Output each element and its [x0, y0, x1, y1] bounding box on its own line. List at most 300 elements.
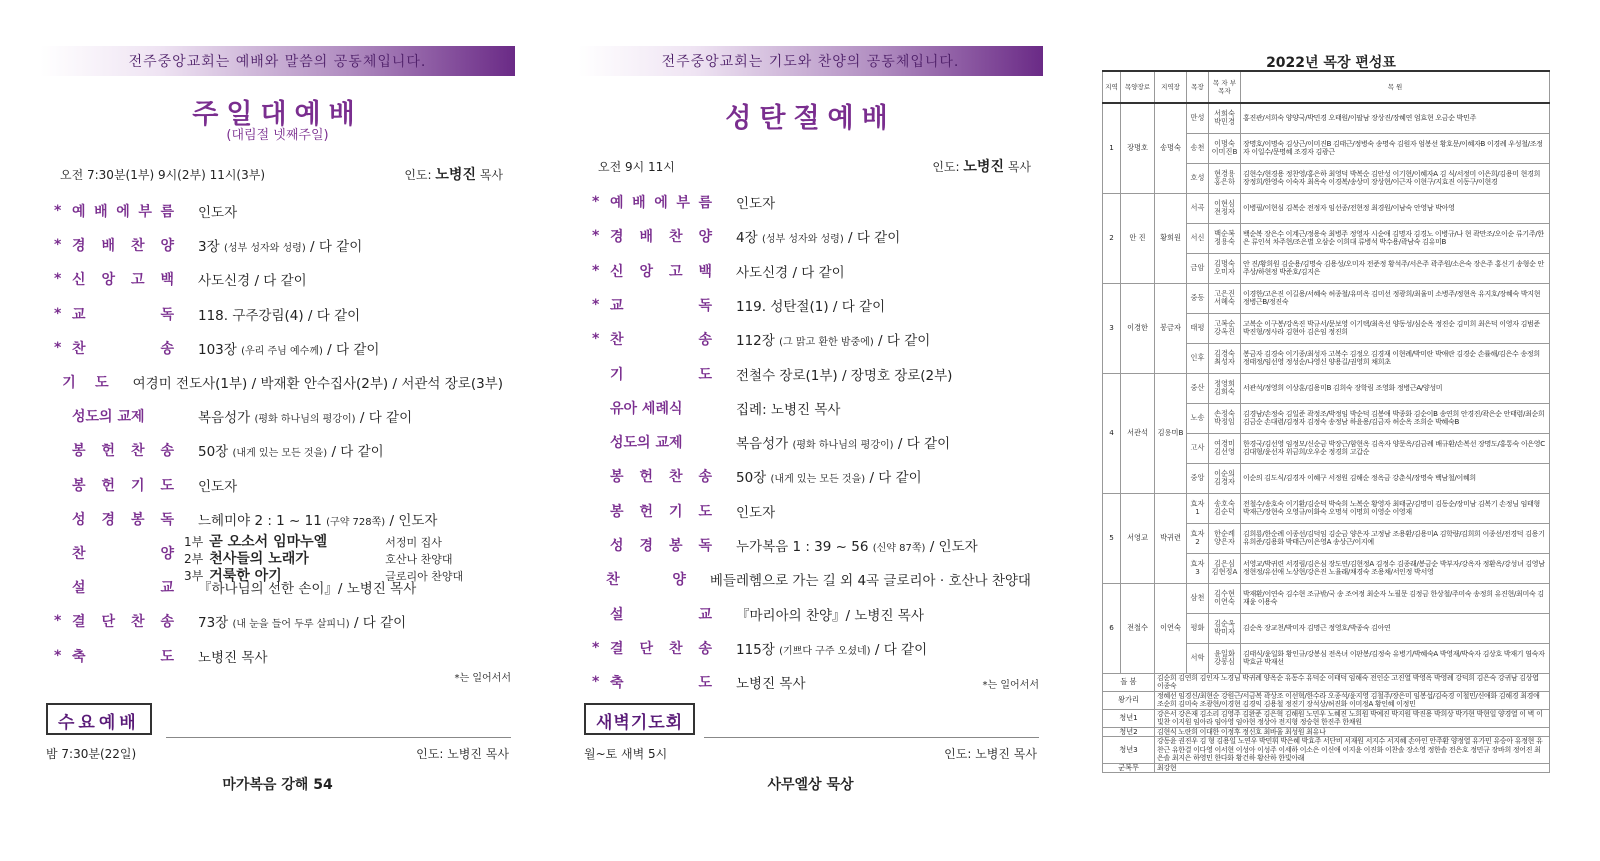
order-value-note: (내 눈을 들어 두루 살피니) — [232, 619, 350, 631]
order-value-tail: / 다 같이 — [305, 239, 363, 256]
group-name: 효자3 — [1187, 553, 1209, 583]
christmas-leader: 인도: 노병진 목사 — [932, 159, 1031, 175]
order-value-text: 베들레헴으로 가는 길 외 4곡 — [709, 573, 880, 590]
order-value-note: (그 맑고 환한 밤중에) — [779, 337, 874, 349]
order-label-char: 부 — [138, 204, 152, 220]
order-value — [736, 604, 924, 624]
order-label-char: 교 — [160, 580, 174, 597]
region-number: 5 — [1103, 493, 1121, 583]
order-label-char: 기 — [668, 503, 683, 520]
order-value — [198, 646, 268, 666]
group-name: 평화 — [1187, 613, 1209, 643]
order-value — [198, 440, 384, 460]
required-star: * — [54, 203, 62, 219]
group-name: 서학 — [1187, 643, 1209, 673]
required-star: * — [54, 613, 62, 630]
mokjang-title: 2022년 목장 편성표 — [1266, 55, 1396, 71]
group-leaders: 한순례 양은자 — [1209, 523, 1241, 553]
order-label — [610, 604, 712, 624]
table-row — [1103, 493, 1550, 523]
order-label-char: 배 — [639, 229, 654, 246]
order-label-char: 교 — [72, 306, 86, 323]
order-label-char: 송 — [160, 340, 174, 357]
order-label-char: 고 — [130, 272, 145, 289]
order-label-char: 찬 — [668, 469, 683, 486]
order-label-char: 봉 — [610, 469, 624, 486]
group-leaders: 이현심 전정자 — [1209, 193, 1241, 223]
order-value-note: (신약 87쪽) — [872, 543, 926, 554]
order-value-note: (구약 728쪽) — [326, 516, 386, 528]
group-name: 인후 — [1187, 343, 1209, 373]
column-header: 목양장로 — [1121, 71, 1155, 103]
order-label-char: 경 — [72, 238, 86, 255]
order-value — [710, 569, 1031, 589]
group-members: 이경한/고은진 이길용/서혜숙 허종철/유미옥 김미선 정광희/최율미 소병주/정현옥 유지호/장혜숙 박지현 정병근B/정진숙 — [1241, 283, 1550, 313]
order-label-char: 기 — [610, 366, 624, 383]
order-value-text: 인도자 — [736, 504, 776, 521]
required-star: * — [54, 305, 62, 322]
order-value — [198, 269, 307, 289]
order-label-char: 성 — [610, 538, 624, 554]
order-value — [736, 261, 845, 281]
order-value-text: 119. 성탄절(1) / 다 같이 — [736, 298, 886, 315]
order-label-char: 찬 — [130, 238, 145, 255]
order-value — [736, 398, 840, 418]
order-label — [610, 466, 712, 486]
order-value-note: (성부 성자와 성령) — [761, 234, 844, 246]
sunday-banner: 전주중앙교회는 예배와 말씀의 공동체입니다. — [40, 46, 515, 76]
order-label-char: 에 — [654, 195, 668, 211]
order-item — [54, 609, 503, 633]
order-label-char: 기 — [62, 375, 76, 391]
wednesday-leader: 인도: 노병진 목사 — [416, 747, 509, 761]
order-item — [54, 644, 503, 668]
group-leaders: 김은심 김현정A — [1209, 553, 1241, 583]
mokjang-page — [1102, 0, 1560, 861]
table-row — [1103, 691, 1550, 709]
order-label — [606, 569, 686, 589]
region-elder: 서관석 — [1121, 373, 1155, 493]
group-members: 이병필/이현심 김복순 전정자 임선종/전현정 최경원/이남숙 안영남 박아영 — [1241, 193, 1550, 223]
order-value-text: 복음성가 — [736, 436, 789, 453]
sunday-choir-list — [184, 534, 463, 585]
order-label-char: 경 — [610, 229, 624, 246]
table-row — [1103, 737, 1550, 764]
christmas-time-row — [598, 156, 1031, 176]
order-label-char: 송 — [698, 332, 712, 349]
order-value-text: 전철수 장로(1부) / 장명호 장로(2부) — [736, 367, 953, 384]
group-members: 김태식/윤일화 황인규/강봉심 전옥녀 이판봉/김정숙 유병기/박혜숙A 박영재/박숙자 김상호 박재기 염숙자 박효균 박재선 — [1241, 643, 1550, 673]
extra-group-name: 청년3 — [1103, 737, 1155, 764]
order-item — [592, 362, 1031, 386]
group-name: 서신 — [1187, 223, 1209, 253]
column-header: 목 자 부목자 — [1209, 71, 1241, 103]
order-label-char: 봉 — [72, 477, 86, 494]
group-leaders: 김경숙 최성자 — [1209, 343, 1241, 373]
table-row — [1103, 283, 1550, 313]
group-name: 효자1 — [1187, 493, 1209, 523]
group-name: 송천 — [1187, 133, 1209, 163]
choir-singer: 서정미 집사 — [385, 536, 442, 549]
order-label — [72, 235, 174, 255]
order-label-char: 봉 — [130, 511, 145, 528]
order-label-char: 백 — [160, 272, 174, 289]
choir-part: 3부 — [184, 569, 204, 583]
region-chief: 박귀련 — [1155, 493, 1187, 583]
order-label-char: 단 — [639, 640, 654, 657]
order-value-text: 103장 — [198, 341, 237, 358]
table-row — [1103, 373, 1550, 403]
order-label-char: 경 — [101, 511, 116, 528]
order-value — [736, 432, 950, 452]
order-label — [610, 261, 712, 281]
order-item — [592, 499, 1031, 523]
order-item — [592, 567, 1031, 591]
order-label-char: 찬 — [72, 340, 86, 357]
order-value — [736, 295, 885, 315]
dawn-prayer-title: 새벽기도회 — [584, 703, 695, 735]
order-item — [592, 602, 1031, 626]
sunday-time: 오전 7:30분(1부) 9시(2부) 11시(3부) — [60, 167, 266, 182]
order-label — [72, 577, 174, 597]
region-elder: 서영교 — [1121, 493, 1155, 583]
order-value — [736, 192, 775, 212]
christmas-standing-note: *는 일어서서 — [982, 680, 1039, 691]
table-row — [1103, 709, 1550, 727]
order-value-note: (평화 하나님의 평강이) — [254, 414, 356, 426]
group-name: 중앙 — [1187, 463, 1209, 493]
order-label — [72, 611, 174, 631]
order-value — [198, 235, 362, 255]
order-value — [198, 475, 237, 495]
order-value — [736, 364, 952, 384]
order-label-char: 송 — [698, 469, 712, 486]
order-value-text: 복음성가 — [198, 410, 251, 427]
group-leaders: 백순복 정용숙 — [1209, 223, 1241, 253]
divider — [166, 737, 511, 738]
order-value-tail: / 다 같이 — [870, 641, 928, 658]
order-label-char: 배 — [632, 195, 646, 211]
wednesday-time: 밤 7:30분(22일) — [46, 747, 137, 761]
order-label — [610, 329, 712, 349]
order-label-char: 찬 — [130, 443, 145, 460]
dawn-text: 사무엘상 묵상 — [767, 777, 854, 793]
order-label — [610, 535, 712, 555]
order-value-text: 누가복음 1 : 39 ~ 56 — [736, 539, 869, 555]
choir-line — [184, 568, 463, 585]
order-label-char: 신 — [610, 263, 624, 280]
order-value-note: (우리 주님 예수께) — [241, 345, 323, 357]
christmas-banner: 전주중앙교회는 기도와 찬양의 공동체입니다. — [578, 46, 1043, 76]
order-item — [54, 267, 503, 291]
order-label-char: 배 — [94, 204, 108, 220]
order-label-char: 독 — [160, 306, 174, 323]
order-value — [198, 338, 379, 358]
order-label — [72, 338, 174, 358]
region-elder: 전철수 — [1121, 583, 1155, 673]
order-item — [54, 302, 503, 326]
order-value-text: 인도자 — [736, 196, 776, 212]
order-label — [62, 372, 108, 392]
order-label-char: 교 — [610, 297, 624, 314]
group-members: 안 진/황희원 김순용/김명숙 김용성/오미자 전준정 황석주/서은주 곽주원/소은숙 장은주 홍신기 송형순 안주상/하현정 박준호/김지은 — [1241, 253, 1550, 283]
order-label-char: 에 — [116, 204, 130, 220]
order-label-char: 도 — [160, 477, 174, 494]
order-value-tail: / 다 같이 — [349, 615, 407, 632]
table-row — [1103, 103, 1550, 133]
extra-group-name: 군복무 — [1103, 763, 1155, 773]
order-label-char: 도 — [95, 375, 109, 391]
order-value-note: (내게 있는 모든 것을) — [770, 474, 866, 486]
order-label-char: 도 — [698, 675, 712, 692]
group-name: 서곡 — [1187, 193, 1209, 223]
order-label-char: 독 — [698, 297, 712, 314]
order-label-char: 도 — [160, 648, 174, 665]
christmas-title: 성탄절예배 — [725, 103, 896, 134]
required-star: * — [592, 228, 600, 245]
order-label-char: 결 — [72, 614, 86, 631]
order-label-char: 헌 — [639, 503, 654, 520]
order-value-tail: / 다 같이 — [322, 341, 380, 358]
group-name: 삼천 — [1187, 583, 1209, 613]
order-label-char: 배 — [101, 238, 116, 255]
order-value — [198, 406, 412, 426]
extra-group-name: 왕가리 — [1103, 691, 1155, 709]
extra-group-members: 김현식 노란희 이대한 이정후 정신호 최바울 최성원 최유나 — [1155, 727, 1550, 737]
dawn-info — [578, 745, 1043, 762]
order-label-char: 예 — [610, 195, 624, 211]
wednesday-text: 마가복음 강해 54 — [222, 777, 333, 793]
order-item — [54, 438, 503, 462]
order-item — [592, 670, 1031, 694]
group-members: 장명호/이명숙 김상근/이미진B 김태근/정병숙 송명숙 김원자 엄봉선 황호문/이혜자B 이경례 우성철/조정자 이일수/문명혜 조경자 김광근 — [1241, 133, 1550, 163]
group-leaders: 고은진 서혜숙 — [1209, 283, 1241, 313]
region-number: 1 — [1103, 103, 1121, 193]
group-members: 전철수/송호숙 이기환/김순덕 박숙희 노복순 황영자 최태균/김명미 김동순/장미남 김복기 손정님 임태형 박재근/장현숙 오영규/이화숙 오명석 이명희 이영순 이영재 — [1241, 493, 1550, 523]
order-value-text: 여경미 전도사(1부) / 박재환 안수집사(2부) / 서관석 장로(3부) — [132, 376, 503, 392]
dawn-leader: 인도: 노병진 목사 — [944, 747, 1037, 761]
order-label — [610, 432, 712, 452]
region-chief: 이연숙 — [1155, 583, 1187, 673]
order-value-text: 73장 — [198, 615, 229, 632]
choir-singer: 글로리아 찬양대 — [385, 570, 464, 583]
sunday-subtitle: (대림절 넷째주일) — [226, 128, 329, 143]
christmas-service-page — [578, 0, 1043, 861]
table-row — [1103, 673, 1550, 691]
extra-group-members: 강은서 강은재 김소리 김영주 김완준 김은혁 김해원 노민우 노혜진 노희원 박예진 박지원 박진용 박희상 박가현 박현일 양경열 이 벽 이빛찬 이지원 임아라 임아영 임아현 정상아 전지형 정승현 한진주 한채원 — [1155, 709, 1550, 727]
order-value-text: 인도자 — [198, 478, 238, 495]
group-leaders: 송호숙 김순덕 — [1209, 493, 1241, 523]
order-item — [592, 396, 1031, 420]
order-label-char: 양 — [160, 546, 174, 562]
group-name: 효자2 — [1187, 523, 1209, 553]
order-label — [610, 295, 712, 315]
order-value-text: 50장 — [198, 444, 229, 461]
order-value — [198, 304, 360, 324]
order-label-char: 백 — [698, 263, 712, 280]
group-leaders: 여경미 김선영 — [1209, 433, 1241, 463]
extra-group-name: 돌 봄 — [1103, 673, 1155, 691]
christmas-time: 오전 9시 11시 — [598, 159, 675, 174]
extra-group-name: 청년1 — [1103, 709, 1155, 727]
order-label-char: 양 — [672, 572, 686, 589]
order-item — [54, 404, 503, 428]
mokjang-table — [1102, 70, 1550, 773]
group-members: 김희룡/한순례 이종선/김덕임 김순금 양은자 고정남 조용환/김용미A 김학량/김희희 이종선/전경덕 김용기 유희준/김용화 박태근/이은영A 송상근/이지예 — [1241, 523, 1550, 553]
order-label — [72, 475, 174, 495]
order-value-text: 3장 — [198, 239, 220, 256]
order-value-note: (기쁘다 구주 오셨네) — [779, 645, 871, 657]
order-label — [72, 646, 174, 666]
group-leaders: 손정숙 박정임 — [1209, 403, 1241, 433]
order-label-char: 헌 — [101, 443, 116, 460]
order-value-text: 118. 구주강림(4) / 다 같이 — [198, 307, 361, 324]
order-label-char: 설 — [610, 606, 624, 623]
table-header-row — [1103, 71, 1550, 103]
order-label-char: 송 — [160, 443, 174, 460]
order-value-text: 『하나님의 선한 손이』/ 노병진 목사 — [198, 581, 417, 598]
required-star: * — [592, 331, 600, 348]
order-value-tail: / 다 같이 — [893, 436, 951, 453]
order-value-text: 112장 — [736, 333, 775, 350]
order-value — [736, 638, 927, 658]
extra-group-name: 청년2 — [1103, 727, 1155, 737]
column-header: 지역 — [1103, 71, 1121, 103]
group-members: 서관석/정영희 이상훈/김용미B 김희숙 장학림 조영화 정병근A/양성미 — [1241, 373, 1550, 403]
order-value-text: 느헤미야 2 : 1 ~ 11 — [198, 512, 322, 529]
order-label-char: 앙 — [639, 263, 654, 280]
order-label-char: 양 — [160, 238, 174, 255]
group-leaders: 고복순 강옥진 — [1209, 313, 1241, 343]
choir-title: 천사들의 노래가 — [209, 551, 309, 567]
extra-group-members: 강동윤 권진우 김 형 김용일 노연우 박민휘 박은혜 박효주 서단비 서재원 서지수 서지혜 손아인 안주환 양정열 유가민 유승아 유정현 유찬근 유한결 이다영 이서현 이성아 이성주 이세하 이소은 이신애 이지윤 이진화 이찬솔 장소영 정한솔 전은호 정민규 장바희 정어진 최은솔 최지은 하영민 한다화 황건하 황산하 한빛아래 — [1155, 737, 1550, 764]
order-label-char: 단 — [101, 614, 116, 631]
choir-title: 거룩한 아기 — [209, 568, 282, 584]
order-value-note: (성부 성자와 성령) — [223, 243, 306, 255]
required-star: * — [592, 674, 600, 691]
order-value-tail: / 인도자 — [385, 512, 438, 529]
order-item — [54, 199, 503, 223]
group-leaders: 김순옥 박미자 — [1209, 613, 1241, 643]
order-value-text: 인도자 — [198, 205, 238, 221]
order-label-char: 유아 세례식 — [610, 400, 683, 417]
order-value — [736, 329, 930, 349]
group-name: 호성 — [1187, 163, 1209, 193]
choir-singer: 호산나 찬양대 — [385, 553, 453, 566]
order-label — [610, 398, 712, 418]
group-members: 한경국/김선영 임정모/신순금 박장근/함현옥 김옥자 양문옥/김금례 배규환/손복선 장명도/홍통숙 이은영C 김대형/윤선자 위금희/오우순 정경희 고갑순 — [1241, 433, 1550, 463]
order-item — [592, 224, 1031, 248]
order-value-text: 사도신경 / 다 같이 — [736, 264, 845, 281]
order-value-text: 노병진 목사 — [198, 649, 268, 666]
extra-group-members: 김순희 김연희 김인자 노경님 박귀례 양옥순 유동수 유덕순 이태덕 임해숙 전인순 고진열 박영옥 박영례 강덕희 김은숙 강귀남 김상엽 이종숙 — [1155, 673, 1550, 691]
order-label — [72, 509, 174, 529]
choir-part: 1부 — [184, 535, 204, 549]
order-label-char: 도 — [698, 503, 712, 520]
order-label-char: 봉 — [610, 503, 624, 520]
group-name: 고사 — [1187, 433, 1209, 463]
order-item — [54, 473, 503, 497]
required-star: * — [54, 647, 62, 664]
group-members: 봉금자 김경숙 이기종/최성자 고복수 김정오 김경재 이현례/박미란 박애란 김경순 손률해/김은수 송정희 정태정/임선영 정성순/나영신 양용길/권영희 채희초 — [1241, 343, 1550, 373]
order-item — [54, 336, 503, 360]
sunday-service-page — [40, 0, 515, 861]
region-number: 3 — [1103, 283, 1121, 373]
group-name: 중산 — [1187, 373, 1209, 403]
order-label — [610, 226, 712, 246]
order-value-text: 집례: 노병진 목사 — [736, 401, 841, 418]
order-value-note: (평화 하나님의 평강이) — [792, 440, 894, 452]
group-name: 금암 — [1187, 253, 1209, 283]
choir-part: 2부 — [184, 552, 204, 566]
region-elder: 이경한 — [1121, 283, 1155, 373]
extra-group-members: 정혜선 임경신/최현순 강원근/서금복 곽상조 이선혁/한수라 오종석/윤지영 김철주/장은미 임봉섭/김숙경 이철민/신애화 김해경 최경애 조순희 김미숙 조광현/이경현 김경익 김용철 정진기 장석상/허진화 이미정A 황인혜 이정민 — [1155, 691, 1550, 709]
table-row — [1103, 193, 1550, 223]
order-label-char: 찬 — [668, 640, 683, 657]
order-label-char: 앙 — [101, 272, 116, 289]
order-value-tail: / 다 같이 — [865, 470, 922, 487]
required-star: * — [592, 639, 600, 656]
order-label-char: 헌 — [101, 477, 116, 494]
required-star: * — [592, 194, 600, 210]
order-label-char: 찬 — [668, 229, 683, 246]
order-value-tail: / 인도자 — [925, 539, 978, 555]
required-star: * — [54, 339, 62, 356]
table-row — [1103, 727, 1550, 737]
region-number: 6 — [1103, 583, 1121, 673]
order-label-char: 찬 — [610, 332, 624, 349]
order-value-note: (내게 있는 모든 것을) — [232, 448, 328, 460]
divider — [704, 737, 1039, 738]
order-label — [610, 638, 712, 658]
order-label-char: 찬 — [130, 614, 145, 631]
required-star: * — [54, 237, 62, 254]
required-star: * — [592, 262, 600, 279]
order-item — [54, 233, 503, 257]
group-members: 김경남/손정숙 김일준 곽정조/박정임 박순덕 김봉애 박종화 김순이B 송연희 안경진/곽은순 안태렴/최순희 김금순 손대렴/김정자 김정숙 송정남 하윤용/김금자 허순옥 조희순 박혜숙B — [1241, 403, 1550, 433]
order-label-char: 헌 — [639, 469, 654, 486]
sunday-title: 주일대예배 — [192, 99, 363, 130]
order-label-char: 송 — [160, 614, 174, 631]
region-number: 2 — [1103, 193, 1121, 283]
table-row — [1103, 583, 1550, 613]
group-leaders: 정영희 김희숙 — [1209, 373, 1241, 403]
order-label-char: 결 — [610, 640, 624, 657]
order-label-char: 교 — [698, 606, 712, 623]
order-label-char: 고 — [668, 263, 683, 280]
order-label — [72, 543, 174, 563]
order-value-text: 50장 — [736, 470, 767, 487]
sunday-standing-note: *는 일어서서 — [454, 673, 511, 684]
table-row — [1103, 763, 1550, 773]
order-label-char: 설 — [72, 580, 86, 597]
order-value — [133, 372, 503, 392]
order-label-char: 예 — [72, 204, 86, 220]
region-chief: 황희원 — [1155, 193, 1187, 283]
wednesday-title: 수요예배 — [46, 703, 152, 735]
order-value — [736, 466, 922, 486]
order-label-char: 축 — [610, 675, 624, 692]
order-value-tail: / 다 같이 — [355, 410, 413, 427]
column-header: 목 원 — [1241, 71, 1550, 103]
order-label-char: 양 — [698, 229, 712, 246]
order-label-char: 신 — [72, 272, 86, 289]
region-chief: 김용미B — [1155, 373, 1187, 493]
order-label — [610, 501, 712, 521]
order-item — [592, 464, 1031, 488]
group-members: 이순의 김도식/김경자 이혜구 서정원 김해순 정옥금 강춘식/장명숙 백남철/이혜희 — [1241, 463, 1550, 493]
region-elder: 안 진 — [1121, 193, 1155, 283]
